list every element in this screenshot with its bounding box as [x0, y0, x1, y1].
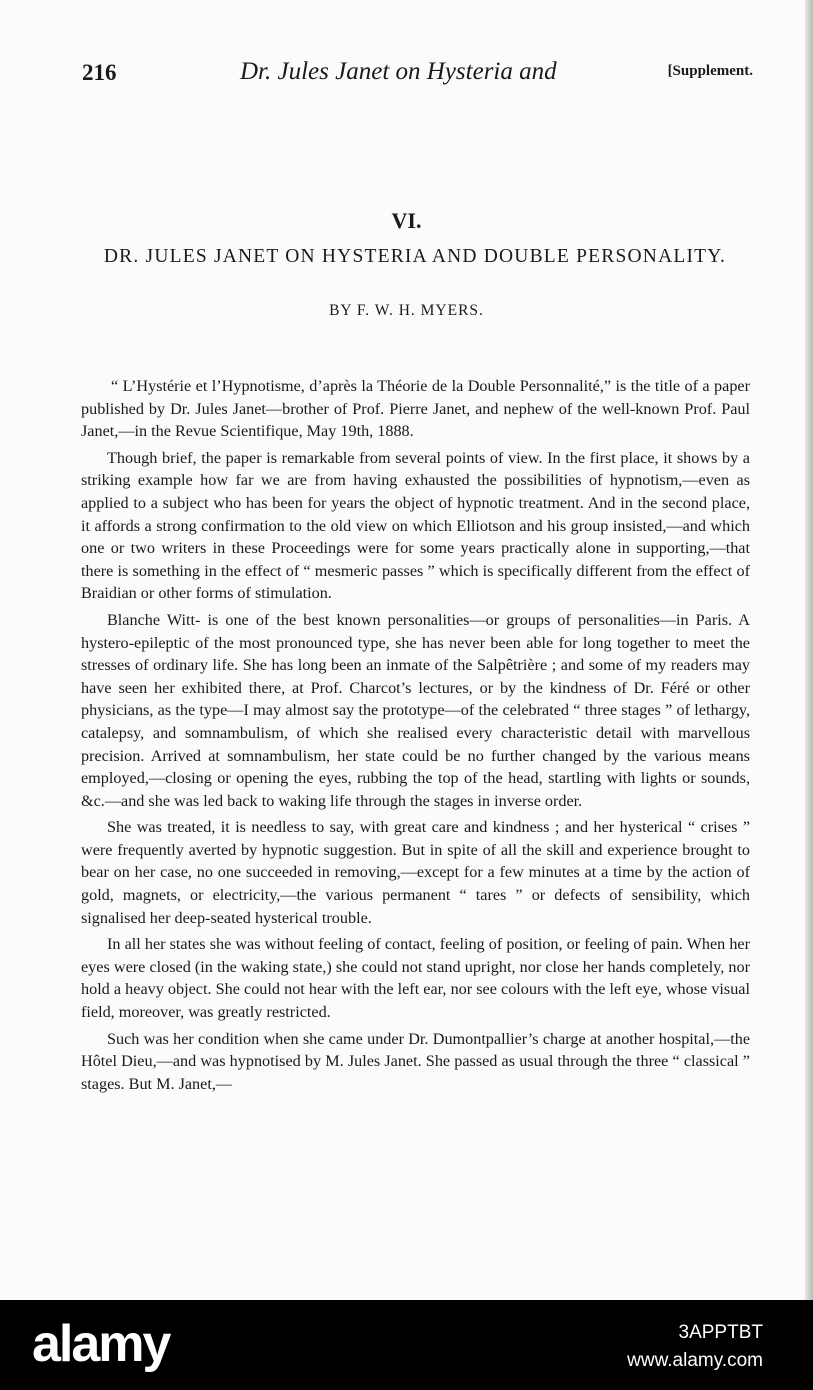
site-url: www.alamy.com	[627, 1350, 763, 1371]
paragraph: “ L’Hystérie et l’Hypnotisme, d’après la Théorie de la Double Personnalité,” is the title of a paper published by Dr. Jules Janet—brother of Prof. Pierre Janet, and nephew of the well-known Prof. Paul Janet,—in the Revue Scientifique, May 19th, 1888.	[81, 377, 750, 441]
running-head	[82, 60, 753, 90]
paragraph: In all her states she was without feeling of contact, feeling of position, or feeling of pain. When her eyes were closed (in the waking state,) she could not stand upright, nor close her hands completely, nor hold a heavy object. She could not hear with the left ear, nor see colours with the left eye, whose visual field, moreover, was greatly restricted.	[81, 935, 750, 1022]
byline: BY F. W. H. MYERS.	[329, 302, 484, 319]
paragraph: She was treated, it is needless to say, with great care and kindness ; and her hysterical “ crises ” were frequently averted by hypnotic suggestion. But in spite of all the skill and experience brought to bear on her case, no one succeeded in removing,—except for a few minutes at a time by the action of gold, magnets, or electricity,—the various permanent “ tares ” or defects of sensibility, which signalised her deep-seated hysterical trouble.	[81, 818, 750, 927]
running-title: Dr. Jules Janet on Hysteria and	[240, 58, 557, 85]
article-body	[81, 375, 750, 1095]
section-number: VI.	[391, 208, 422, 233]
article-title: DR. JULES JANET ON HYSTERIA AND DOUBLE PERSONALITY.	[103, 246, 727, 267]
page-number: 216	[82, 60, 117, 85]
paragraph: Though brief, the paper is remarkable from several points of view. In the first place, it shows by a striking example how far we are from having exhausted the possibilities of hypnotism,—even as applied to a subject who has been for years the object of hypnotic treatment. And in the second place, it affords a strong confirmation to the old view on which Elliotson and his group insisted,—and which one or two writers in these Proceedings were for some years practically alone in supporting,—that there is something in the effect of “ mesmeric passes ” which is specifically different from the effect of Braidian or other forms of stimulation.	[81, 448, 750, 603]
running-section-label: [Supplement.	[667, 63, 753, 79]
paragraph: Blanche Witt- is one of the best known personalities—or groups of personalities—in Paris. A hystero-epileptic of the most pronounced type, she has never been able for long together to meet the stresses of ordinary life. She has long been an inmate of the Salpêtrière ; and some of my readers may have seen her exhibited there, at Prof. Charcot’s lectures, or by the kindness of Dr. Féré or other physicians, as the type—I may almost say the prototype—of the celebrated “ three stages ” of lethargy, catalepsy, and somnambulism, of which she realised every characteristic detail with marvellous precision. Arrived at somnambulism, her state could be no further changed by the various means employed,—closing or opening the eyes, rubbing the top of the head, startling with lights or sounds, &c.—and she was led back to waking life through the stages in inverse order.	[81, 610, 750, 810]
image-id: 3APPTBT	[678, 1322, 763, 1343]
alamy-logo: alamy	[32, 1315, 170, 1373]
paragraph: Such was her condition when she came under Dr. Dumontpallier’s charge at another hospital,—the Hôtel Dieu,—and was hypnotised by M. Jules Janet. She passed as usual through the three “ classical ” stages. But M. Janet,—	[81, 1029, 750, 1093]
watermark-bar	[0, 1300, 813, 1390]
